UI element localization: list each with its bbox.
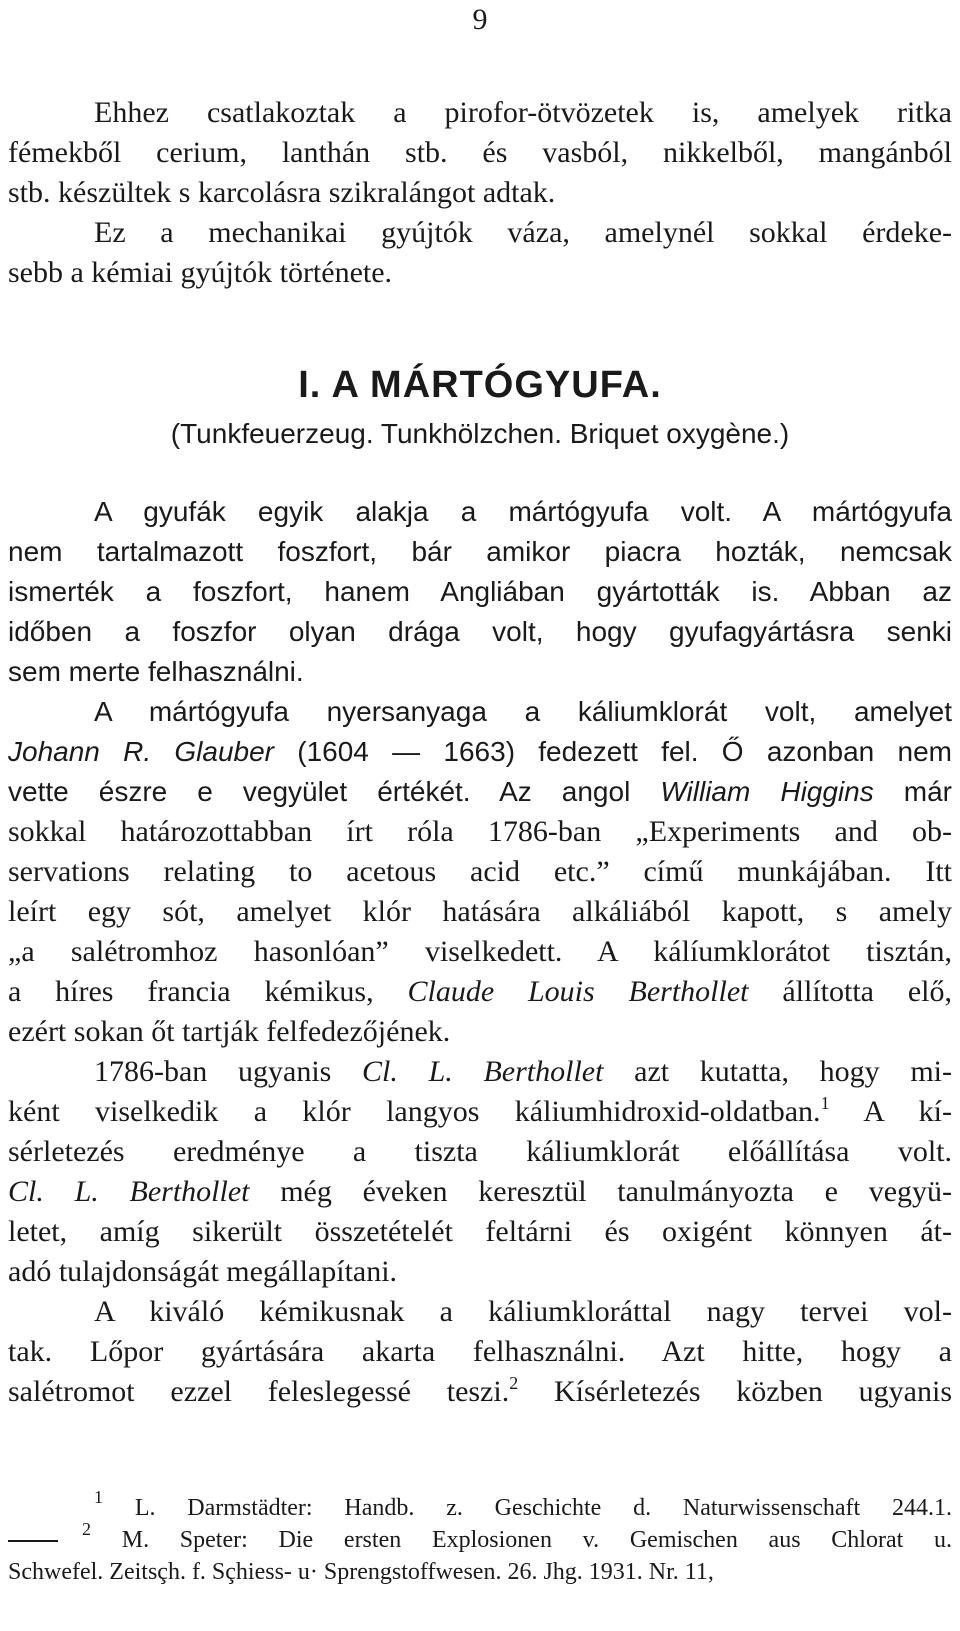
section-title: I. A MÁRTÓGYUFA. — [298, 364, 662, 406]
text-line: sérletezés eredménye a tiszta káliumklorát előállítása volt. — [8, 1135, 952, 1168]
paragraph-2 — [8, 692, 952, 812]
text-line: ezért sokan őt tartják felfedezőjének. — [8, 1015, 451, 1048]
text-fragment: Kísérletezés közben ugyanis — [518, 1375, 952, 1408]
footnotes — [8, 1487, 952, 1588]
text-line: sokkal határozottabban írt róla 1786-ban „Experiments and ob- — [8, 815, 952, 848]
paragraph-4 — [8, 1292, 952, 1412]
footnote-text: L. Darmstädter: Handb. z. Geschichte d. Naturwissenschaft 244.1. — [103, 1495, 952, 1521]
footnote-rule — [8, 1540, 58, 1542]
footnote-ref[interactable]: 2 — [509, 1373, 519, 1393]
section-subtitle: (Tunkfeuerzeug. Tunkhölzchen. Briquet oxygène.) — [170, 418, 790, 449]
text-line: A gyufák egyik alakja a mártógyufa volt. A mártógyufa — [94, 496, 952, 527]
person-name: Cl. L. Berthollet — [8, 1175, 250, 1208]
text-line — [8, 772, 952, 812]
text-line: servations relating to acetous acid etc.” című munkájában. Itt — [8, 855, 952, 888]
footnote-ref[interactable]: 1 — [820, 1093, 830, 1113]
page-number: 9 — [472, 3, 488, 36]
paragraph-1 — [8, 492, 952, 692]
person-name: Johann R. Glauber — [8, 736, 274, 767]
text-fragment: a híres francia kémikus, — [8, 975, 408, 1008]
text-line: Ez a mechanikai gyújtók váza, amelynél sokkal érdeke- — [94, 216, 952, 249]
text-line: adó tulajdonságát megállapítani. — [8, 1255, 398, 1288]
text-line — [8, 732, 952, 772]
person-name: Cl. L. Berthollet — [362, 1055, 604, 1088]
text-line: ismerték a foszfort, hanem Angliában gyártották is. Abban az — [8, 576, 952, 607]
text-line — [8, 1092, 952, 1132]
footnote-1 — [8, 1487, 952, 1524]
text-line: fémekből cerium, lanthán stb. és vasból, nikkelből, mangánból — [8, 136, 952, 169]
text-line: stb. készültek s karcolásra szikralángot adtak. — [8, 176, 556, 209]
text-fragment: (1604 — 1663) fedezett fel. Ő azonban nem — [274, 736, 952, 767]
text-fragment: állította elő, — [748, 975, 952, 1008]
text-line — [8, 972, 952, 1012]
text-line: A kiváló kémikusnak a káliumkloráttal nagy tervei vol- — [94, 1295, 952, 1328]
text-line: nem tartalmazott foszfort, bár amikor piacra hozták, nemcsak — [8, 536, 952, 567]
text-fragment: 1786-ban ugyanis — [94, 1055, 363, 1088]
text-line — [8, 1172, 952, 1212]
person-name: Claude Louis Berthollet — [407, 975, 749, 1008]
text-line: sebb a kémiai gyújtók története. — [8, 256, 393, 289]
paragraph-3 — [8, 1052, 952, 1292]
text-fragment: vette észre e vegyület értékét. Az angol — [8, 776, 661, 807]
text-fragment: még éveken keresztül tanulmányozta e vegyü- — [249, 1175, 953, 1208]
text-line: A mártógyufa nyersanyaga a káliumklorát volt, amelyet — [94, 696, 952, 727]
footnote-number: 1 — [94, 1487, 103, 1507]
footnote-text: M. Speter: Die ersten Explosionen v. Gemischen aus Chlorat u. — [91, 1527, 952, 1553]
text-fragment: azt kutatta, hogy mi- — [603, 1055, 952, 1088]
text-line: leírt egy sót, amelyet klór hatására alkáliából kapott, s amely — [8, 895, 952, 928]
footnote-number: 2 — [82, 1519, 91, 1539]
text-line: Ehhez csatlakoztak a pirofor-ötvözetek is, amelyek ritka — [94, 96, 952, 129]
person-name: William Higgins — [660, 776, 874, 807]
text-line — [8, 1052, 952, 1092]
text-line: időben a foszfor olyan drága volt, hogy gyufagyártásra senki — [8, 616, 952, 647]
text-line — [8, 1372, 952, 1412]
text-fragment: ként viselkedik a klór langyos káliumhidroxid-oldatban. — [8, 1095, 821, 1128]
text-fragment: A kí- — [829, 1095, 952, 1128]
text-line: tak. Lőpor gyártására akarta felhasználni. Azt hitte, hogy a — [8, 1335, 952, 1368]
text-fragment: már — [873, 776, 952, 807]
intro-paragraph — [8, 93, 952, 293]
text-line: „a salétromhoz hasonlóan” viselkedett. A kálíumklorátot tisztán, — [8, 935, 952, 968]
text-line: letet, amíg sikerült összetételét feltárni és oxigént könnyen át- — [8, 1215, 952, 1248]
text-line: sem merte felhasználni. — [8, 656, 304, 687]
text-fragment: salétromot ezzel feleslegessé teszi. — [8, 1375, 510, 1408]
paragraph-2-cont — [8, 812, 952, 1052]
footnote-2-cont: Schwefel. Zeitsçh. f. Sçhiess- u· Sprengstoffwesen. 26. Jhg. 1931. Nr. 11, — [8, 1559, 714, 1585]
footnote-2 — [8, 1519, 952, 1556]
